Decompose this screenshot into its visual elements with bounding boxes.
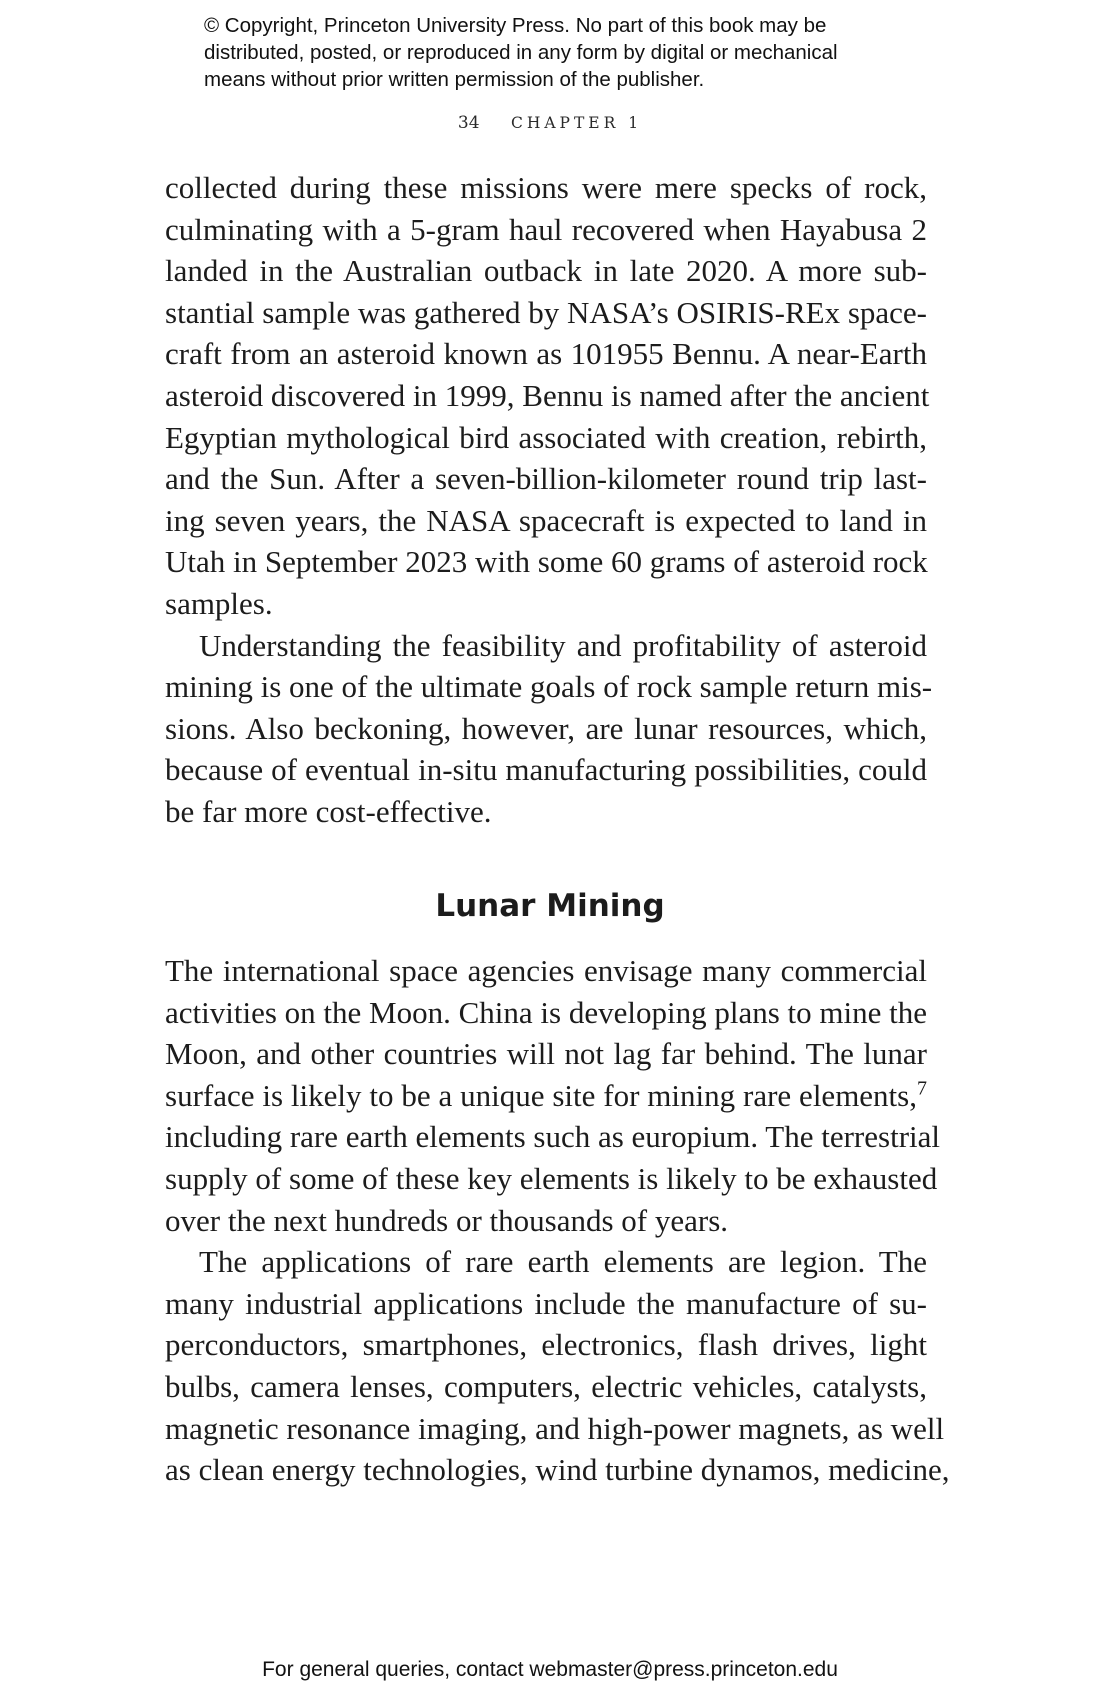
text-line: culminating with a 5-gram haul recovered when Hayabusa 2 bbox=[165, 211, 927, 247]
text-line: samples. bbox=[165, 585, 273, 621]
text-line: craft from an asteroid known as 101955 Bennu. A near-Earth bbox=[165, 336, 927, 372]
text-line: over the next hundreds or thousands of years. bbox=[165, 1202, 729, 1238]
text-line: including rare earth elements such as europium. The terrestrial bbox=[165, 1119, 940, 1155]
text-line: Understanding the feasibility and profitability of asteroid bbox=[199, 627, 927, 663]
running-head bbox=[0, 113, 1100, 133]
copyright-notice bbox=[204, 12, 964, 93]
text-line: Moon, and other countries will not lag far behind. The lunar bbox=[165, 1036, 927, 1072]
text-line: as clean energy technologies, wind turbine dynamos, medicine, bbox=[165, 1452, 950, 1488]
copyright-line: © Copyright, Princeton University Press. No part of this book may be bbox=[204, 14, 827, 37]
text-line: sions. Also beckoning, however, are lunar resources, which, bbox=[165, 710, 927, 746]
text-line: many industrial applications include the manufacture of su- bbox=[165, 1285, 927, 1321]
text-line: magnetic resonance imaging, and high-power magnets, as well bbox=[165, 1410, 945, 1446]
body-text-top bbox=[165, 167, 933, 833]
copyright-line: means without prior written permission of the publisher. bbox=[204, 68, 705, 91]
text-line: activities on the Moon. China is developing plans to mine the bbox=[165, 994, 927, 1030]
footer-contact: For general queries, contact webmaster@press.princeton.edu bbox=[262, 1658, 838, 1681]
text-line: be far more cost-effective. bbox=[165, 793, 492, 829]
text-line: supply of some of these key elements is likely to be exhausted bbox=[165, 1160, 938, 1196]
text-line: asteroid discovered in 1999, Bennu is named after the ancient bbox=[165, 377, 930, 413]
text-line: and the Sun. After a seven-billion-kilometer round trip last- bbox=[165, 461, 927, 497]
text-line: Egyptian mythological bird associated with creation, rebirth, bbox=[165, 419, 927, 455]
text-line: because of eventual in-situ manufacturing possibilities, could bbox=[165, 752, 927, 788]
page-number: 34 bbox=[457, 113, 480, 133]
text-line: perconductors, smartphones, electronics, flash drives, light bbox=[165, 1327, 927, 1363]
text-line bbox=[165, 1075, 927, 1117]
text-line: The international space agencies envisage many commercial bbox=[165, 953, 927, 988]
copyright-line: distributed, posted, or reproduced in any form by digital or mechanical bbox=[204, 41, 838, 64]
text-line: mining is one of the ultimate goals of rock sample return mis- bbox=[165, 669, 933, 705]
chapter-label: CHAPTER 1 bbox=[510, 114, 643, 132]
text-line: landed in the Australian outback in late 2020. A more sub- bbox=[165, 253, 927, 289]
text-line: ing seven years, the NASA spacecraft is expected to land in bbox=[165, 502, 927, 538]
text-line: collected during these missions were mere specks of rock, bbox=[165, 170, 927, 205]
body-text-bottom bbox=[165, 950, 950, 1491]
text-line: The applications of rare earth elements are legion. The bbox=[199, 1244, 927, 1280]
text-line: stantial sample was gathered by NASA’s OSIRIS-REx space- bbox=[165, 294, 927, 330]
footnote-reference[interactable]: 7 bbox=[917, 1077, 927, 1100]
text-line: bulbs, camera lenses, computers, electric vehicles, catalysts, bbox=[165, 1368, 927, 1404]
text-line: Utah in September 2023 with some 60 grams of asteroid rock bbox=[165, 544, 928, 580]
section-heading: Lunar Mining bbox=[435, 888, 665, 924]
text-line-content: surface is likely to be a unique site for mining rare elements, bbox=[165, 1077, 917, 1113]
